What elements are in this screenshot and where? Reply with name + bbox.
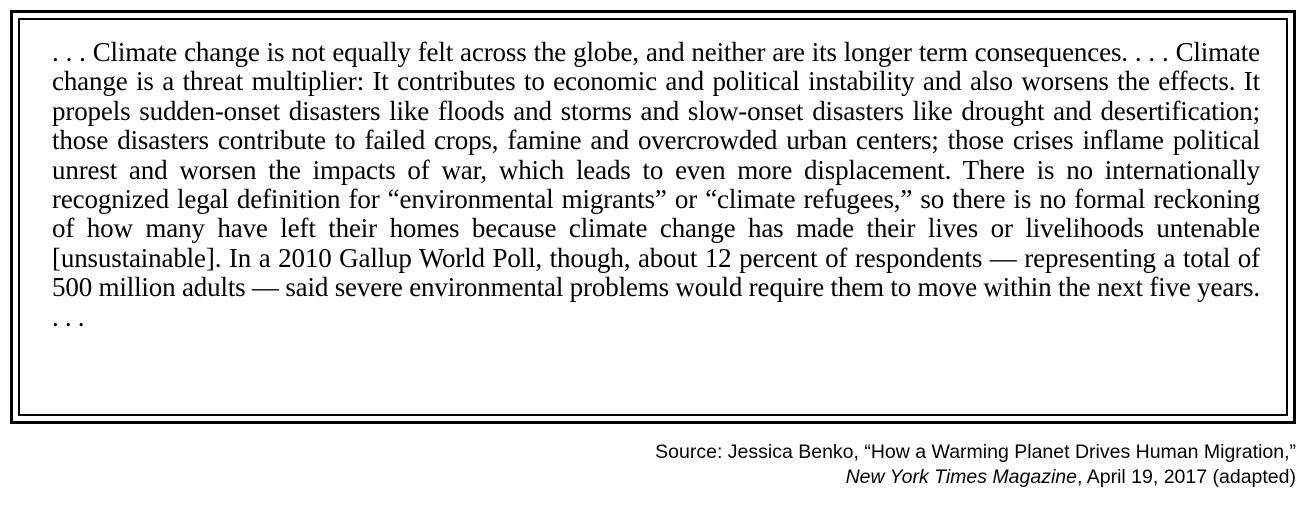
source-citation — [655, 440, 1296, 490]
passage-border-inner — [18, 18, 1288, 416]
source-line-2 — [655, 465, 1296, 490]
passage-text: . . . Climate change is not equally felt across the globe, and neither are its longer term consequences. . . . Climate change is a threat multiplier: It contributes to economic and political instability and also worsens the effects. It propels sudden-onset disasters like floods and storms and slow-onset disasters like drought and desertification; those disasters contribute to failed crops, famine and overcrowded urban centers; those crises inflame political unrest and worsen the impacts of war, which leads to even more displacement. There is no internationally recognized legal definition for “environmental migrants” or “climate refugees,” so there is no formal reckoning of how many have left their homes because climate change has made their lives or livelihoods untenable [unsustainable]. In a 2010 Gallup World Poll, though, about 12 percent of respondents — representing a total of 500 million adults — said severe environmental problems would require them to move within the next five years. . . . — [52, 37, 1260, 332]
publication-date: , April 19, 2017 (adapted) — [1077, 466, 1296, 488]
source-line-1: Source: Jessica Benko, “How a Warming Planet Drives Human Migration,” — [655, 441, 1296, 463]
passage-border-outer — [10, 10, 1296, 424]
publication-title: New York Times Magazine — [845, 466, 1077, 488]
